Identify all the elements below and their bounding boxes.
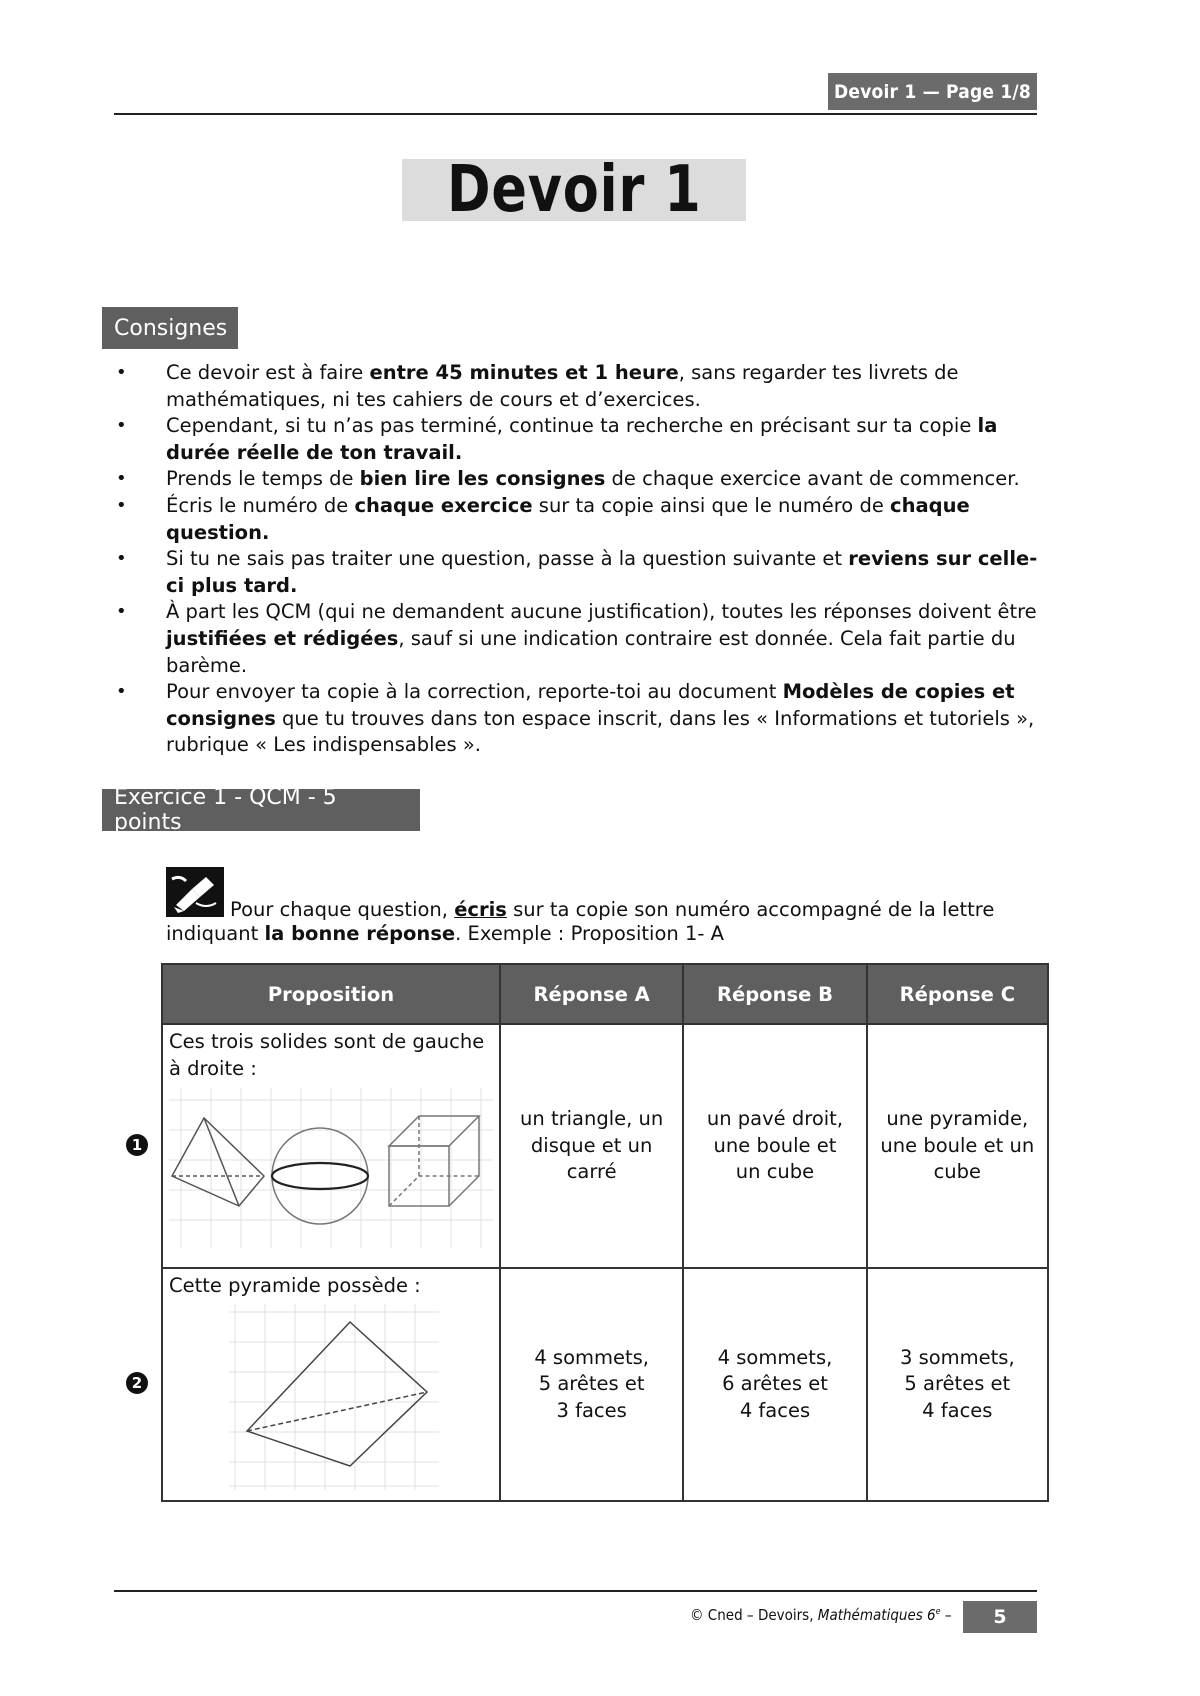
page-number: 5 [963,1601,1037,1633]
sphere-shape [272,1128,368,1224]
solids-figure [169,1088,493,1248]
document-title: Devoir 1 [446,153,702,227]
header-divider [114,113,1037,115]
document-title-box [402,153,746,227]
qcm-table [161,963,1049,1502]
instruction-item: • Prends le temps de bien lire les consignes de chaque exercice avant de commencer. [114,466,1044,493]
pyramid-shape [172,1118,264,1206]
question-number-1: 1 [126,1134,148,1156]
proposition-text: Cette pyramide possède : [169,1274,421,1297]
table-row [162,1024,1048,1268]
answer-c-cell: une pyramide, une boule et un cube [867,1024,1048,1268]
proposition-text: Ces trois solides sont de gauche à droite : [169,1030,485,1080]
instruction-item: • Cependant, si tu n’as pas terminé, continue ta recherche en précisant sur ta copie la durée réelle de ton travail. [114,413,1044,466]
instruction-item: • À part les QCM (qui ne demandent aucune justification), toutes les réponses doivent être justifiées et rédigées, sauf si une indication contraire est donnée. Cela fait partie du barème. [114,599,1044,679]
proposition-cell [162,1024,500,1268]
answer-c-cell: 3 sommets, 5 arêtes et 4 faces [867,1268,1048,1501]
instruction-item: • Écris le numéro de chaque exercice sur ta copie ainsi que le numéro de chaque question. [114,493,1044,546]
section-heading-exercise-1: Exercice 1 - QCM - 5 points [102,789,420,831]
answer-b-cell: un pavé droit, une boule et un cube [683,1024,866,1268]
qcm-table-header [162,964,1048,1024]
qcm-instruction-line-2: indiquant la bonne réponse. Exemple : Proposition 1- A [166,922,724,945]
header-reponse-a: Réponse A [500,964,683,1024]
page-indicator-badge: Devoir 1 — Page 1/8 [828,73,1037,110]
pen-writing-icon [166,867,224,917]
instruction-item: • Pour envoyer ta copie à la correction, reporte-toi au document Modèles de copies et consignes que tu trouves dans ton espace inscrit, dans les « Informations et tutoriels », rubrique « Les indispensables ». [114,679,1044,759]
header-reponse-b: Réponse B [683,964,866,1024]
answer-a-cell: 4 sommets, 5 arêtes et 3 faces [500,1268,683,1501]
instruction-item: • Ce devoir est à faire entre 45 minutes et 1 heure, sans regarder tes livrets de mathématiques, ni tes cahiers de cours et d’exercices. [114,360,1044,413]
header-proposition: Proposition [162,964,500,1024]
proposition-cell [162,1268,500,1501]
section-heading-consignes: Consignes [102,307,238,349]
answer-a-cell: un triangle, un disque et un carré [500,1024,683,1268]
header-reponse-c: Réponse C [867,964,1048,1024]
footer-divider [114,1590,1037,1592]
instructions-list [114,360,1044,759]
qcm-instruction-line-1: Pour chaque question, écris sur ta copie son numéro accompagné de la lettre [230,898,995,921]
footer-copyright: © Cned – Devoirs, Mathématiques 6e – [690,1606,952,1624]
table-row [162,1268,1048,1501]
answer-b-cell: 4 sommets, 6 arêtes et 4 faces [683,1268,866,1501]
question-number-2: 2 [126,1372,148,1394]
pyramid-figure [169,1304,493,1490]
instruction-item: • Si tu ne sais pas traiter une question, passe à la question suivante et reviens sur celle-ci plus tard. [114,546,1044,599]
